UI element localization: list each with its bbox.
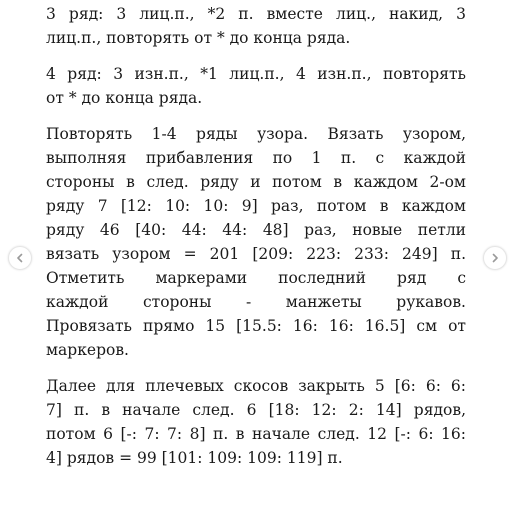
chevron-right-icon [490,253,500,263]
text-line: 3 ряд: 3 лиц.п., *2 п. вместе лиц., накид, 3 [46,5,466,23]
paragraph-row-4 [46,62,466,110]
paragraph-repeat-pattern [46,122,466,362]
text-line: Повторять 1-4 ряды узора. Вязать узором, [46,125,466,143]
text-line: 7] п. в начале след. 6 [18: 12: 2: 14] рядов, [46,401,466,419]
text-line: выполняя прибавления по 1 п. с каждой [46,149,466,167]
text-line: потом 6 [-: 7: 7: 8] п. в начале след. 12 [-: 6: 16: [46,425,466,443]
text-line: маркеров. [46,341,129,359]
paragraph-row-3 [46,2,466,50]
text-line: от * до конца ряда. [46,89,203,107]
text-line: Провязать прямо 15 [15.5: 16: 16: 16.5] см от [46,317,466,335]
chevron-left-icon [15,253,25,263]
text-line: ряду 7 [12: 10: 10: 9] раз, потом в каждом [46,197,466,215]
text-line: Отметить маркерами последний ряд с [46,269,466,287]
text-line: 4] рядов = 99 [101: 109: 109: 119] п. [46,449,343,467]
carousel-next-button[interactable] [483,246,507,270]
text-line: вязать узором = 201 [209: 223: 233: 249] п. [46,245,466,263]
carousel-prev-button[interactable] [8,246,32,270]
paragraph-shoulder-shaping [46,374,466,470]
text-line: каждой стороны - манжеты рукавов. [46,293,466,311]
text-line: Далее для плечевых скосов закрыть 5 [6: 6: 6: [46,377,466,395]
text-line: 4 ряд: 3 изн.п., *1 лиц.п., 4 изн.п., повторять [46,65,466,83]
pattern-text [46,2,466,482]
text-line: ряду 46 [40: 44: 44: 48] раз, новые петли [46,221,466,239]
text-line: стороны в след. ряду и потом в каждом 2-ом [46,173,466,191]
text-line: лиц.п., повторять от * до конца ряда. [46,29,351,47]
